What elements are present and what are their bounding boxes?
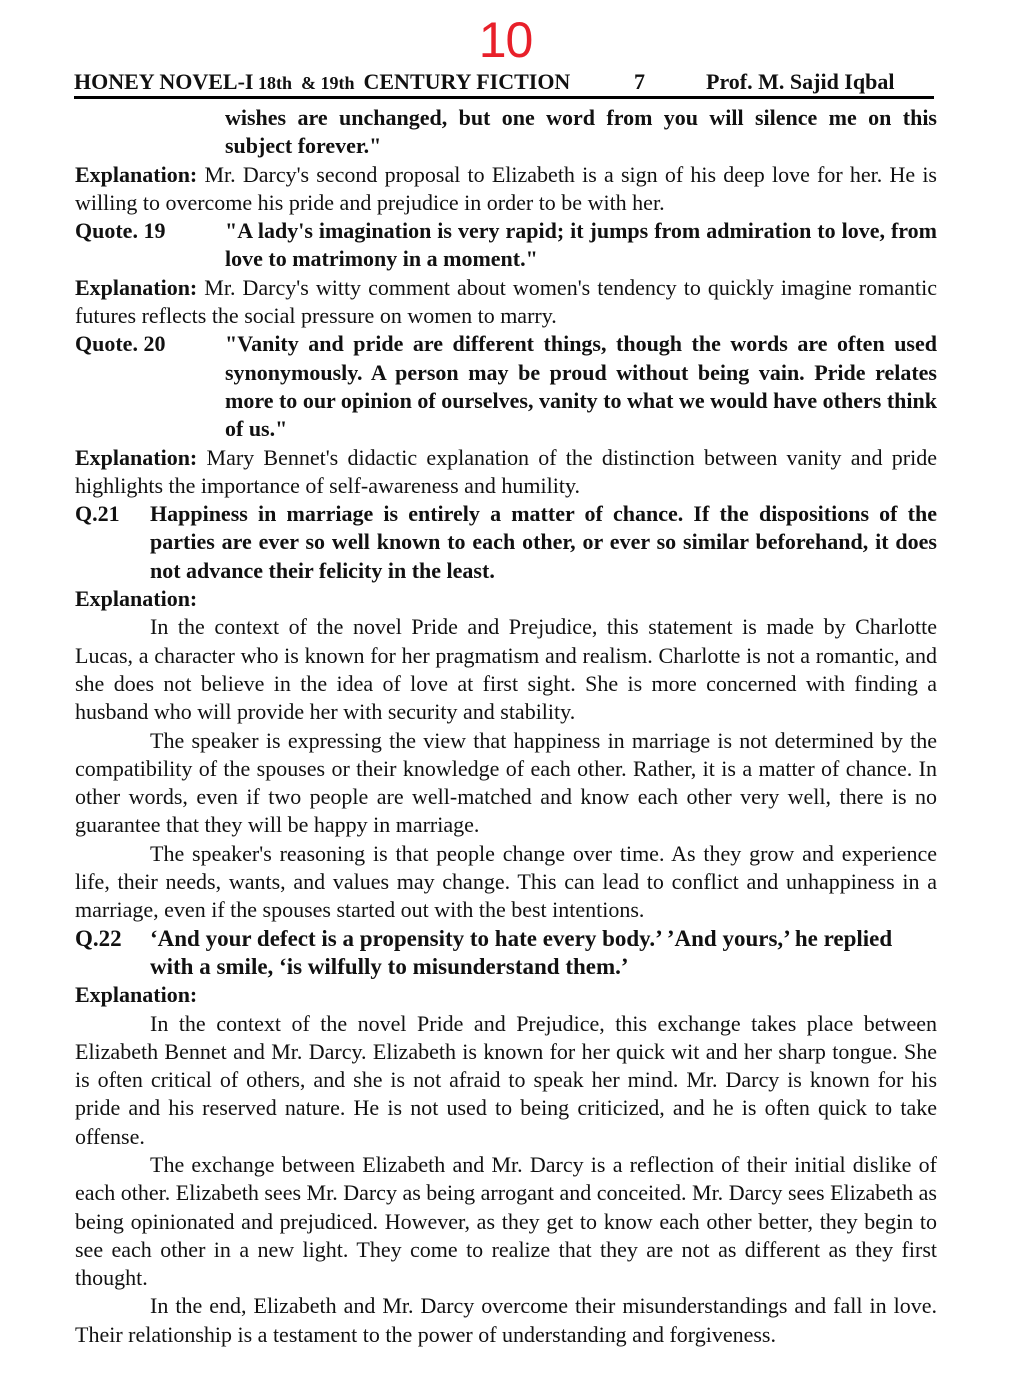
running-header [74, 68, 934, 99]
header-author: Prof. M. Sajid Iqbal [706, 69, 895, 94]
explanation-paragraph: The speaker is expressing the view that happiness in marriage is not determined by the compatibility of the spouses or their knowledge of each other. Rather, it is a matter of chance. In other words, even if two people are well-matched and know each other very well, there is no guarantee that they will be happy in marriage. [75, 727, 937, 838]
quote-text: "Vanity and pride are different things, though the words are often used synonymously. A person may be proud without being vain. Pride relates more to our opinion of ourselves, vanity to what we would have others think of us." [225, 331, 937, 442]
explanation-text: Mr. Darcy's witty comment about women's tendency to quickly imagine romantic futures reflects the social pressure on women to marry. [75, 274, 937, 329]
explanation-19 [75, 274, 937, 331]
quote-text: "A lady's imagination is very rapid; it jumps from admiration to love, from love to matrimony in a moment." [225, 218, 937, 272]
header-title-main: HONEY NOVEL-I [74, 69, 254, 94]
explanation-label: Explanation: [75, 274, 198, 300]
explanation-paragraph: In the context of the novel Pride and Prejudice, this statement is made by Charlotte Lucas, a character who is known for her pragmatism and realism. Charlotte is not a romantic, and she does not believe in the idea of love at first sight. She is more concerned with finding a husband who will provide her with security and stability. [75, 614, 937, 725]
explanation-20 [75, 444, 937, 501]
explanation-heading: Explanation: [75, 982, 198, 1008]
explanation-18 [75, 161, 937, 218]
header-title-end: CENTURY FICTION [363, 69, 571, 94]
page-number-badge: 10 [478, 12, 533, 68]
continued-quote-text: wishes are unchanged, but one word from you will silence me on this subject forever." [225, 105, 937, 159]
explanation-heading: Explanation: [75, 586, 198, 612]
explanation-text: Mary Bennet's didactic explanation of the distinction between vanity and pride highlights the importance of self-awareness and humility. [75, 444, 937, 498]
question-label: Q.21 [75, 501, 120, 527]
question-label: Q.22 [75, 925, 122, 951]
explanation-paragraph: The exchange between Elizabeth and Mr. Darcy is a reflection of their initial dislike of each other. Elizabeth sees Mr. Darcy as being arrogant and conceited. Mr. Darcy sees Elizabeth as being opinionated and prejudiced. However, as they get to know each other better, they begin to see each other in a new light. They come to realize that they are not as different as they first thought. [75, 1151, 937, 1291]
explanation-text: Mr. Darcy's second proposal to Elizabeth is a sign of his deep love for her. He is willing to overcome his pride and prejudice in order to be with her. [75, 161, 937, 215]
explanation-label: Explanation: [75, 161, 198, 187]
quote-19 [75, 217, 937, 274]
header-title [74, 68, 570, 97]
quote-20 [75, 330, 937, 443]
explanation-paragraph: In the context of the novel Pride and Prejudice, this exchange takes place between Elizabeth Bennet and Mr. Darcy. Elizabeth is known for her quick wit and her sharp tongue. She is often critical of others, and she is not afraid to speak her mind. Mr. Darcy is known for his pride and his reserved nature. He is not used to being criticized, and he is often quick to take offense. [75, 1010, 937, 1149]
quote-label: Quote. 20 [75, 331, 166, 357]
explanation-label: Explanation: [75, 444, 198, 470]
question-22 [75, 925, 937, 982]
question-21 [75, 500, 937, 585]
question-text: Happiness in marriage is entirely a matter of chance. If the dispositions of the parties are ever so well known to each other, or ever so similar beforehand, it does not advance their felicity in the least. [150, 501, 937, 583]
quote-label: Quote. 19 [75, 218, 166, 244]
document-body [75, 104, 937, 1349]
header-page-number: 7 [634, 69, 645, 94]
explanation-paragraph: The speaker's reasoning is that people change over time. As they grow and experience life, their needs, wants, and values may change. This can lead to conflict and unhappiness in a marriage, even if the spouses started out with the best intentions. [75, 840, 937, 923]
header-title-century: 18th & 19th [253, 73, 364, 93]
explanation-paragraph: In the end, Elizabeth and Mr. Darcy overcome their misunderstandings and fall in love. Their relationship is a testament to the power of understanding and forgiveness. [75, 1293, 937, 1347]
question-text: ‘And your defect is a propensity to hate every body.’ ’And yours,’ he replied with a smile, ‘is wilfully to misunderstand them.’ [150, 925, 893, 979]
